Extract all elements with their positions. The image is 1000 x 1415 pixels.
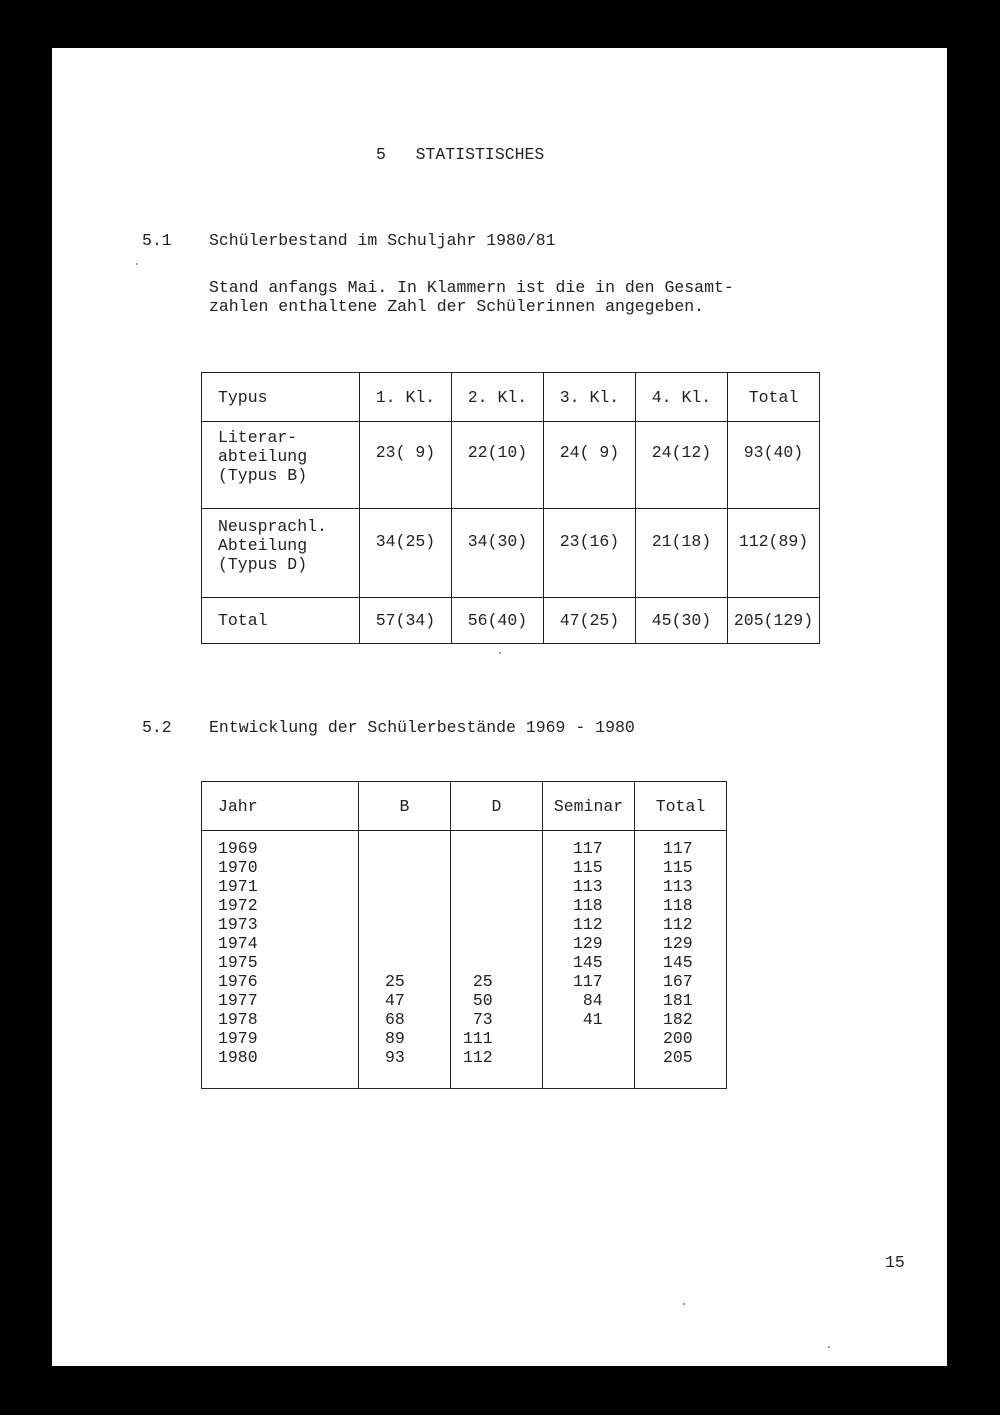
table-header-cell: Total xyxy=(635,782,727,831)
row-label: Neusprachl. Abteilung (Typus D) xyxy=(202,509,360,598)
table-header-cell: 4. Kl. xyxy=(636,373,728,422)
section-note: Stand anfangs Mai. In Klammern ist die in den Gesamt- xyxy=(209,278,734,297)
table-cell: 45(30) xyxy=(636,598,728,644)
scan-speck xyxy=(683,1303,685,1305)
table-header-cell: B xyxy=(359,782,451,831)
table-header-cell: Seminar xyxy=(543,782,635,831)
table-header-cell: 1. Kl. xyxy=(360,373,452,422)
table-cell: 21(18) xyxy=(636,509,728,598)
table-row xyxy=(202,422,820,509)
table-cell: 205(129) xyxy=(728,598,820,644)
table-header-row xyxy=(202,782,727,831)
page-number: 15 xyxy=(885,1253,905,1272)
table-header-row xyxy=(202,373,820,422)
section-title: Entwicklung der Schülerbestände 1969 - 1980 xyxy=(209,718,635,737)
table-header-cell: 3. Kl. xyxy=(544,373,636,422)
table-header-cell: 2. Kl. xyxy=(452,373,544,422)
row-label: Total xyxy=(202,598,360,644)
total-column: 117 115 113 118 112 129 145 167 181 182 200 205 xyxy=(663,839,693,1067)
table-cell: 22(10) xyxy=(452,422,544,509)
section-number: 5.2 xyxy=(142,718,172,737)
chapter-heading: 5 STATISTISCHES xyxy=(376,145,545,164)
scan-speck xyxy=(136,263,138,265)
seminar-column: 117 115 113 118 112 129 145 117 84 41 xyxy=(573,839,603,1029)
table-header-cell: Jahr xyxy=(202,782,359,831)
table-cell: 56(40) xyxy=(452,598,544,644)
section-title: Schülerbestand im Schuljahr 1980/81 xyxy=(209,231,556,250)
table-header-cell: Total xyxy=(728,373,820,422)
table-cell: 47(25) xyxy=(544,598,636,644)
table-header-cell: D xyxy=(451,782,543,831)
scan-speck xyxy=(499,652,501,654)
table-row xyxy=(202,509,820,598)
table-cell: 24(12) xyxy=(636,422,728,509)
table-cell: 93(40) xyxy=(728,422,820,509)
table-cell: 23(16) xyxy=(544,509,636,598)
b-column: 25 47 68 89 93 xyxy=(385,972,405,1067)
scan-speck xyxy=(828,1346,830,1348)
d-column: 25 50 73 111 112 xyxy=(463,972,493,1067)
table-cell: 23( 9) xyxy=(360,422,452,509)
table-cell: 112(89) xyxy=(728,509,820,598)
table-header-cell: Typus xyxy=(202,373,360,422)
section-number: 5.1 xyxy=(142,231,172,250)
table-cell: 57(34) xyxy=(360,598,452,644)
table-cell: 24( 9) xyxy=(544,422,636,509)
section-note: zahlen enthaltene Zahl der Schülerinnen angegeben. xyxy=(209,297,705,316)
table-cell: 34(30) xyxy=(452,509,544,598)
row-label: Literar- abteilung (Typus B) xyxy=(202,422,360,509)
enrollment-history-table xyxy=(201,781,727,1089)
enrollment-table xyxy=(201,372,820,644)
table-body-row xyxy=(202,831,727,1089)
year-column: 1969 1970 1971 1972 1973 1974 1975 1976 1977 1978 1979 1980 xyxy=(218,839,258,1067)
table-row xyxy=(202,598,820,644)
table-cell: 34(25) xyxy=(360,509,452,598)
document-page xyxy=(52,48,947,1366)
